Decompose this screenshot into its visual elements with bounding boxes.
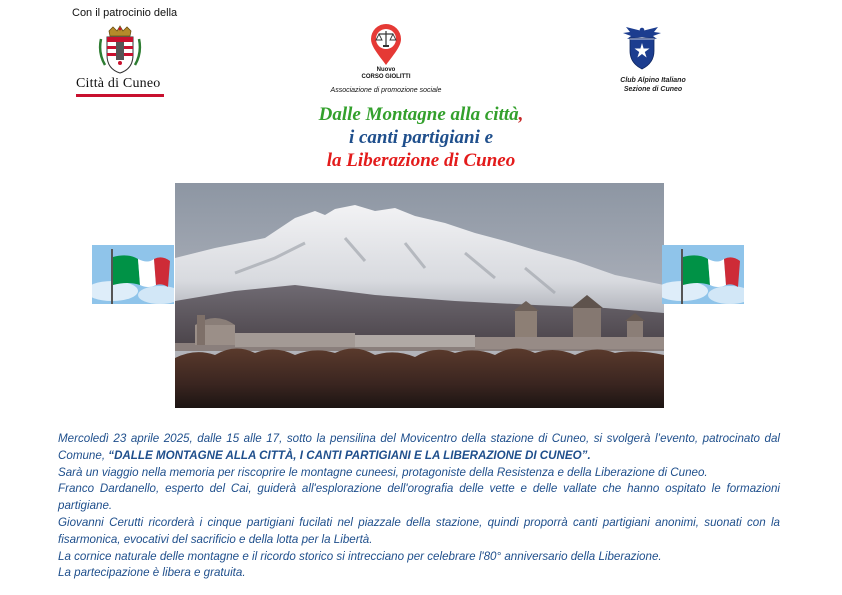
city-underline <box>76 94 164 97</box>
event-title <box>180 103 662 172</box>
paragraph-intro <box>58 431 780 465</box>
cai-name-line2: Sezione di Cuneo <box>623 86 683 93</box>
association-name-line1: Nuovo <box>376 67 396 73</box>
event-title-line1 <box>180 103 662 126</box>
city-name: Città di Cuneo <box>76 76 161 91</box>
paragraph-cerutti: Giovanni Cerutti ricorderà i cinque partigiani fucilati nel piazzale della stazione, quindi proporrà canti partigiani anonimi, suonati con la fisarmonica, evocativi del sacrificio e della lotta per la Libertà. <box>58 515 780 546</box>
italian-flag-left <box>92 245 174 304</box>
event-title-line1-text: Dalle Montagne alla città <box>318 104 519 125</box>
association-name <box>330 67 442 81</box>
cai-name-line1: Club Alpino Italiano <box>620 77 686 84</box>
event-title-line3: la Liberazione di Cuneo <box>326 150 516 171</box>
event-name-bold: “DALLE MONTAGNE ALLA CITTÀ, I CANTI PARTIGIANI E LA LIBERAZIONE DI CUNEO”. <box>108 448 591 462</box>
paragraph-participation: La partecipazione è libera e gratuita. <box>58 566 246 580</box>
event-description <box>58 431 780 582</box>
paragraph-journey: Sarà un viaggio nella memoria per riscoprire le montagne cuneesi, protagoniste della Resistenza e della Liberazione di Cuneo. <box>58 465 708 479</box>
event-title-line1-comma: , <box>518 104 524 125</box>
patronage-label: Con il patrocinio della <box>72 7 178 19</box>
paragraph-dardanello: Franco Dardanello, esperto del Cai, guiderà all'esplorazione dell'orografia delle vette e delle vallate che hanno ospitato le formazioni partigiane. <box>58 482 780 513</box>
association-name-line2: CORSO GIOLITTI <box>361 74 411 80</box>
location-pin-icon <box>369 24 403 66</box>
association-subtitle: Associazione di promozione sociale <box>330 87 442 94</box>
intro-text: Mercoledì 23 aprile 2025, dalle 15 alle 17, sotto la pensilina del Movicentro della stazione di Cuneo, si svolgerà l’evento, patrocinato dal Comune, <box>58 432 780 462</box>
mountain-city-photo <box>175 183 664 408</box>
cai-name <box>606 76 700 94</box>
cai-eagle-logo-icon <box>621 25 663 71</box>
event-title-line2: i canti partigiani e <box>348 127 494 148</box>
italian-flag-right <box>662 245 744 304</box>
city-crest-icon <box>97 25 143 75</box>
paragraph-anniversary: La cornice naturale delle montagne e il ricordo storico si intrecciano per celebrare l'80° anniversario della Liberazione. <box>58 549 662 563</box>
